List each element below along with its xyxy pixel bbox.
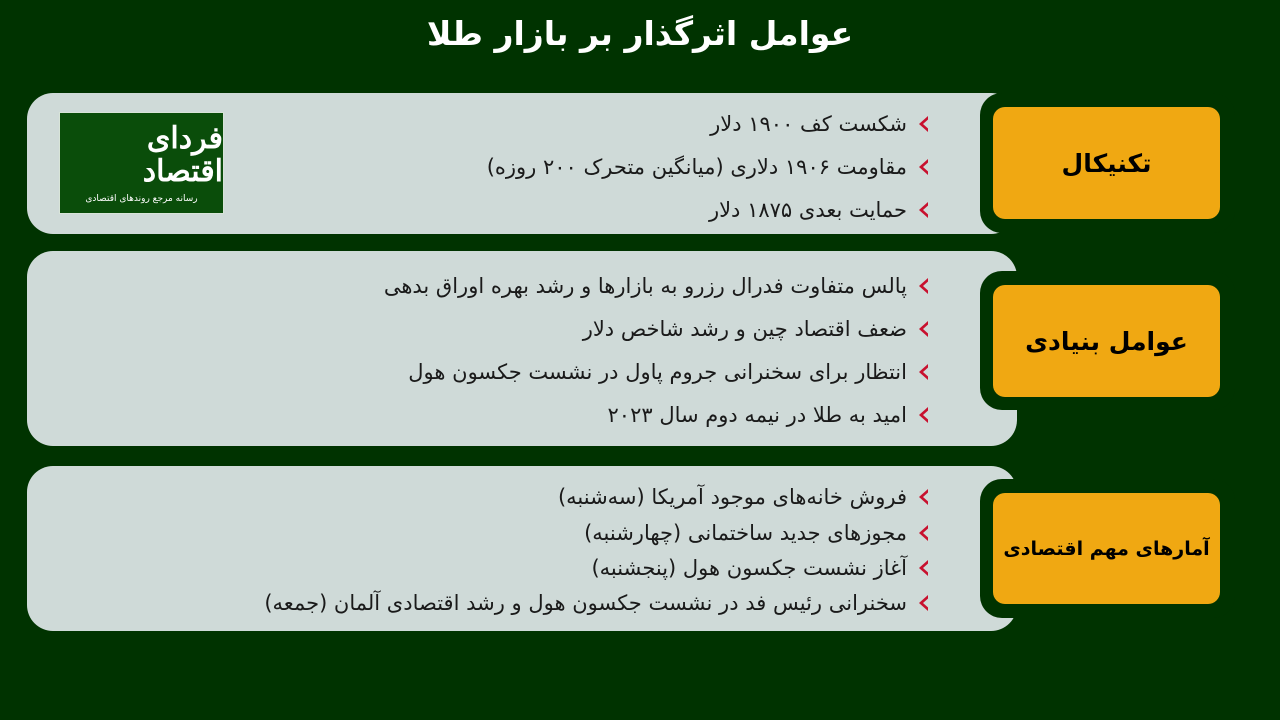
list-item-text: شکست کف ۱۹۰۰ دلار xyxy=(710,112,907,136)
list-item-text: آغاز نشست جکسون هول (پنجشنبه) xyxy=(591,555,907,580)
list-item-text: مجوزهای جدید ساختمانی (چهارشنبه) xyxy=(584,520,907,545)
list-item xyxy=(487,188,928,231)
chevron-bullet-icon xyxy=(919,321,928,337)
farda-eghtesad-logo xyxy=(59,112,224,214)
list-item xyxy=(384,393,928,436)
chevron-bullet-icon xyxy=(919,595,928,611)
list-item-text: فروش خانه‌های موجود آمریکا (سه‌شنبه) xyxy=(557,485,907,509)
chevron-bullet-icon xyxy=(919,278,928,294)
list-item-text: امید به طلا در نیمه دوم سال ۲۰۲۳ xyxy=(607,402,907,427)
list-item xyxy=(264,479,928,515)
list-item xyxy=(384,350,928,393)
chevron-bullet-icon xyxy=(919,407,928,423)
fundamental-label: عوامل بنیادی xyxy=(993,285,1220,397)
economic-data-label: آمارهای مهم اقتصادی xyxy=(993,493,1220,604)
list-item-text: ضعف اقتصاد چین و رشد شاخص دلار xyxy=(582,316,907,341)
chevron-bullet-icon xyxy=(919,525,928,541)
list-item xyxy=(264,550,928,585)
list-item xyxy=(264,515,928,550)
list-item xyxy=(487,145,928,188)
list-item xyxy=(264,585,928,621)
chevron-bullet-icon xyxy=(919,489,928,505)
list-item xyxy=(487,103,928,145)
logo-title: فردای اقتصاد xyxy=(142,121,223,189)
list-item-text: پالس متفاوت فدرال رزرو به بازارها و رشد بهره اوراق بدهی xyxy=(383,273,907,298)
technical-label: تکنیکال xyxy=(993,107,1220,219)
chevron-bullet-icon xyxy=(919,116,928,132)
chevron-bullet-icon xyxy=(919,202,928,218)
list-item-text: سخنرانی رئیس فد در نشست جکسون هول و رشد اقتصادی آلمان (جمعه) xyxy=(264,591,907,615)
list-item-text: مقاومت ۱۹۰۶ دلاری (میانگین متحرک ۲۰۰ روزه) xyxy=(486,154,907,179)
logo-subtitle: رسانه مرجع روندهای اقتصادی xyxy=(85,194,198,204)
technical-list xyxy=(487,103,928,231)
chevron-bullet-icon xyxy=(919,364,928,380)
list-item-text: حمایت بعدی ۱۸۷۵ دلار xyxy=(708,197,907,222)
list-item xyxy=(384,264,928,307)
fundamental-list xyxy=(384,264,928,436)
chevron-bullet-icon xyxy=(919,159,928,175)
chevron-bullet-icon xyxy=(919,560,928,576)
page-title: عوامل اثرگذار بر بازار طلا xyxy=(426,14,854,53)
list-item xyxy=(384,307,928,350)
economic-data-list xyxy=(264,479,928,621)
list-item-text: انتظار برای سخنرانی جروم پاول در نشست جکسون هول xyxy=(408,359,907,384)
